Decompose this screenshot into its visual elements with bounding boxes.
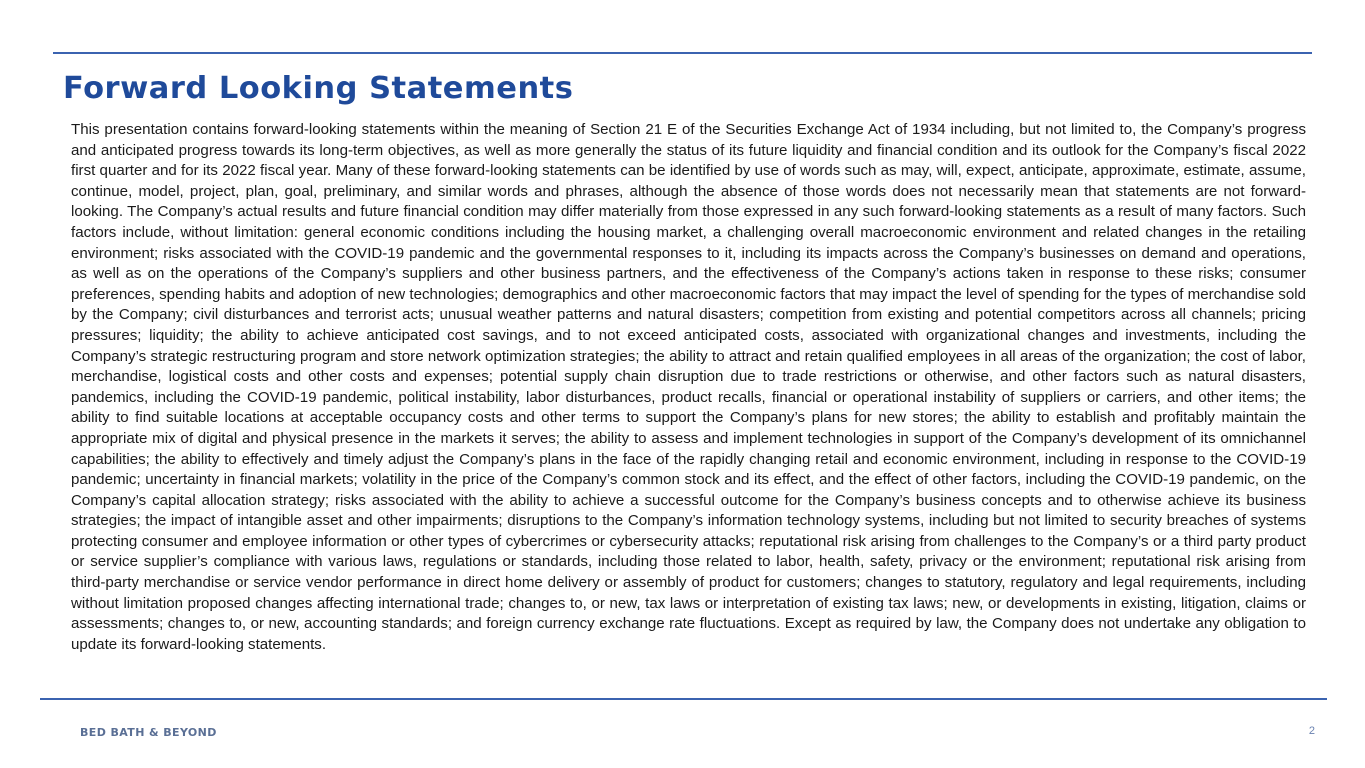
page-number: 2 bbox=[1308, 725, 1315, 737]
top-divider bbox=[53, 52, 1312, 54]
brand-logo: BED BATH & BEYOND bbox=[80, 726, 217, 739]
bottom-divider bbox=[40, 698, 1327, 700]
disclaimer-paragraph: This presentation contains forward-looking statements within the meaning of Section 21 E of the Securities Exchange Act of 1934 including, but not limited to, the Company’s progress and anticipated progress towards its long-term objectives, as well as more generally the status of its future liquidity and financial condition and its outlook for the Company’s fiscal 2022 first quarter and for its 2022 fiscal year. Many of these forward-looking statements can be identified by use of words such as may, will, expect, anticipate, approximate, estimate, assume, continue, model, project, plan, goal, preliminary, and similar words and phrases, although the absence of those words does not necessarily mean that statements are not forward-looking. The Company’s actual results and future financial condition may differ materially from those expressed in any such forward-looking statements as a result of many factors. Such factors include, without limitation: general economic conditions including the housing market, a challenging overall macroeconomic environment and related changes in the retailing environment; risks associated with the COVID-19 pandemic and the governmental responses to it, including its impacts across the Company’s businesses on demand and operations, as well as on the operations of the Company’s suppliers and other business partners, and the effectiveness of the Company’s actions taken in response to these risks; consumer preferences, spending habits and adoption of new technologies; demographics and other macroeconomic factors that may impact the level of spending for the types of merchandise sold by the Company; civil disturbances and terrorist acts; unusual weather patterns and natural disasters; competition from existing and potential competitors across all channels; pricing pressures; liquidity; the ability to achieve anticipated cost savings, and to not exceed anticipated costs, associated with organizational changes and investments, including the Company’s strategic restructuring program and store network optimization strategies; the ability to attract and retain qualified employees in all areas of the organization; the cost of labor, merchandise, logistical costs and other costs and expenses; potential supply chain disruption due to trade restrictions or otherwise, and other factors such as natural disasters, pandemics, including the COVID-19 pandemic, political instability, labor disturbances, product recalls, financial or operational instability of suppliers or carriers, and other items; the ability to find suitable locations at acceptable occupancy costs and other terms to support the Company’s plans for new stores; the ability to establish and profitably maintain the appropriate mix of digital and physical presence in the markets it serves; the ability to assess and implement technologies in support of the Company’s development of its omnichannel capabilities; the ability to effectively and timely adjust the Company’s plans in the face of the rapidly changing retail and economic environment, including in response to the COVID-19 pandemic; uncertainty in financial markets; volatility in the price of the Company’s common stock and its effect, and the effect of other factors, including the COVID-19 pandemic, on the Company’s capital allocation strategy; risks associated with the ability to achieve a successful outcome for the Company’s business concepts and to otherwise achieve its business strategies; the impact of intangible asset and other impairments; disruptions to the Company’s information technology systems, including but not limited to security breaches of systems protecting consumer and employee information or other types of cybercrimes or cybersecurity attacks; reputational risk arising from challenges to the Company’s or a third party product or service supplier’s compliance with various laws, regulations or standards, including those related to labor, health, safety, privacy or the environment; reputational risk arising from third-party merchandise or service vendor performance in direct home delivery or assembly of product for customers; changes to statutory, regulatory and legal requirements, including without limitation proposed changes affecting international trade; changes to, or new, tax laws or interpretation of existing tax laws; new, or developments in existing, litigation, claims or assessments; changes to, or new, accounting standards; and foreign currency exchange rate fluctuations. Except as required by law, the Company does not undertake any obligation to update its forward-looking statements. bbox=[71, 121, 1306, 653]
slide-title: Forward Looking Statements bbox=[63, 71, 574, 106]
